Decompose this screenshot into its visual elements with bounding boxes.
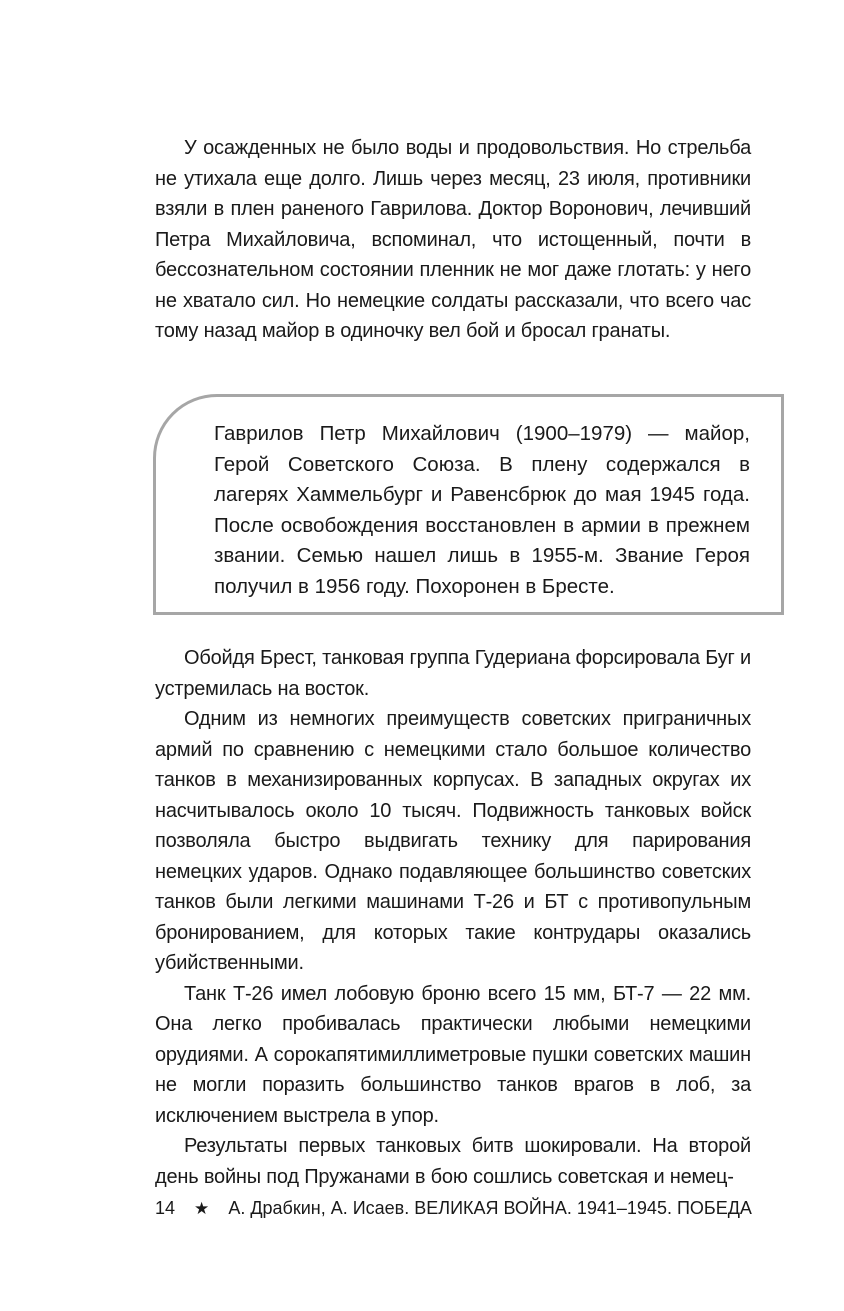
biography-sidebar: [153, 394, 784, 615]
page-number: 14: [155, 1198, 176, 1218]
paragraph: У осажденных не было воды и продовольствия. Но стрельба не утихала еще долго. Лишь через месяц, 23 июля, противники взяли в плен раненого Гаврилова. Доктор Воронович, лечивший Петра Михайловича, вспоминал, что истощенный, почти в бессознательном состоянии пленник не мог даже глотать: у него не хватало сил. Но немецкие солдаты рассказали, что всего час тому назад майор в одиночку вел бой и бросал гранаты.: [155, 137, 751, 342]
paragraph: Обойдя Брест, танковая группа Гудериана форсировала Буг и устремилась на восток.: [155, 647, 751, 700]
running-title: А. Драбкин, А. Исаев. ВЕЛИКАЯ ВОЙНА. 1941–1945. ПОБЕДА: [228, 1198, 752, 1218]
body-text-top: [155, 133, 751, 347]
sidebar-paragraph: Гаврилов Петр Михайлович (1900–1979) — майор, Герой Советского Союза. В плену содержался в лагерях Хаммельбург и Равенсбрюк до мая 1945 года. После освобождения восстановлен в армии в прежнем звании. Семью нашел лишь в 1955-м. Звание Героя получил в 1956 году. Похоронен в Бресте.: [214, 422, 750, 598]
page-footer: [155, 1196, 752, 1221]
star-icon: ★: [194, 1199, 210, 1218]
body-text-bottom: [155, 643, 751, 1192]
paragraph: Результаты первых танковых битв шокировали. На второй день войны под Пружанами в бою сошлись советская и немец-: [155, 1135, 751, 1188]
paragraph: Танк Т-26 имел лобовую броню всего 15 мм, БТ-7 — 22 мм. Она легко пробивалась практически любыми немецкими орудиями. А сорокапятимиллиметровые пушки советских машин не могли поразить большинство танков врагов в лоб, за исключением выстрела в упор.: [155, 982, 751, 1127]
paragraph: Одним из немногих преимуществ советских приграничных армий по сравнению с немецкими стало большое количество танков в механизированных корпусах. В западных округах их насчитывалось около 10 тысяч. Подвижность танковых войск позволяла быстро выдвигать технику для парирования немецких ударов. Однако подавляющее большинство советских танков были легкими машинами Т-26 и БТ с противопульным бронированием, для которых такие контрудары оказались убийственными.: [155, 708, 751, 974]
sidebar-text-block: [214, 419, 750, 602]
